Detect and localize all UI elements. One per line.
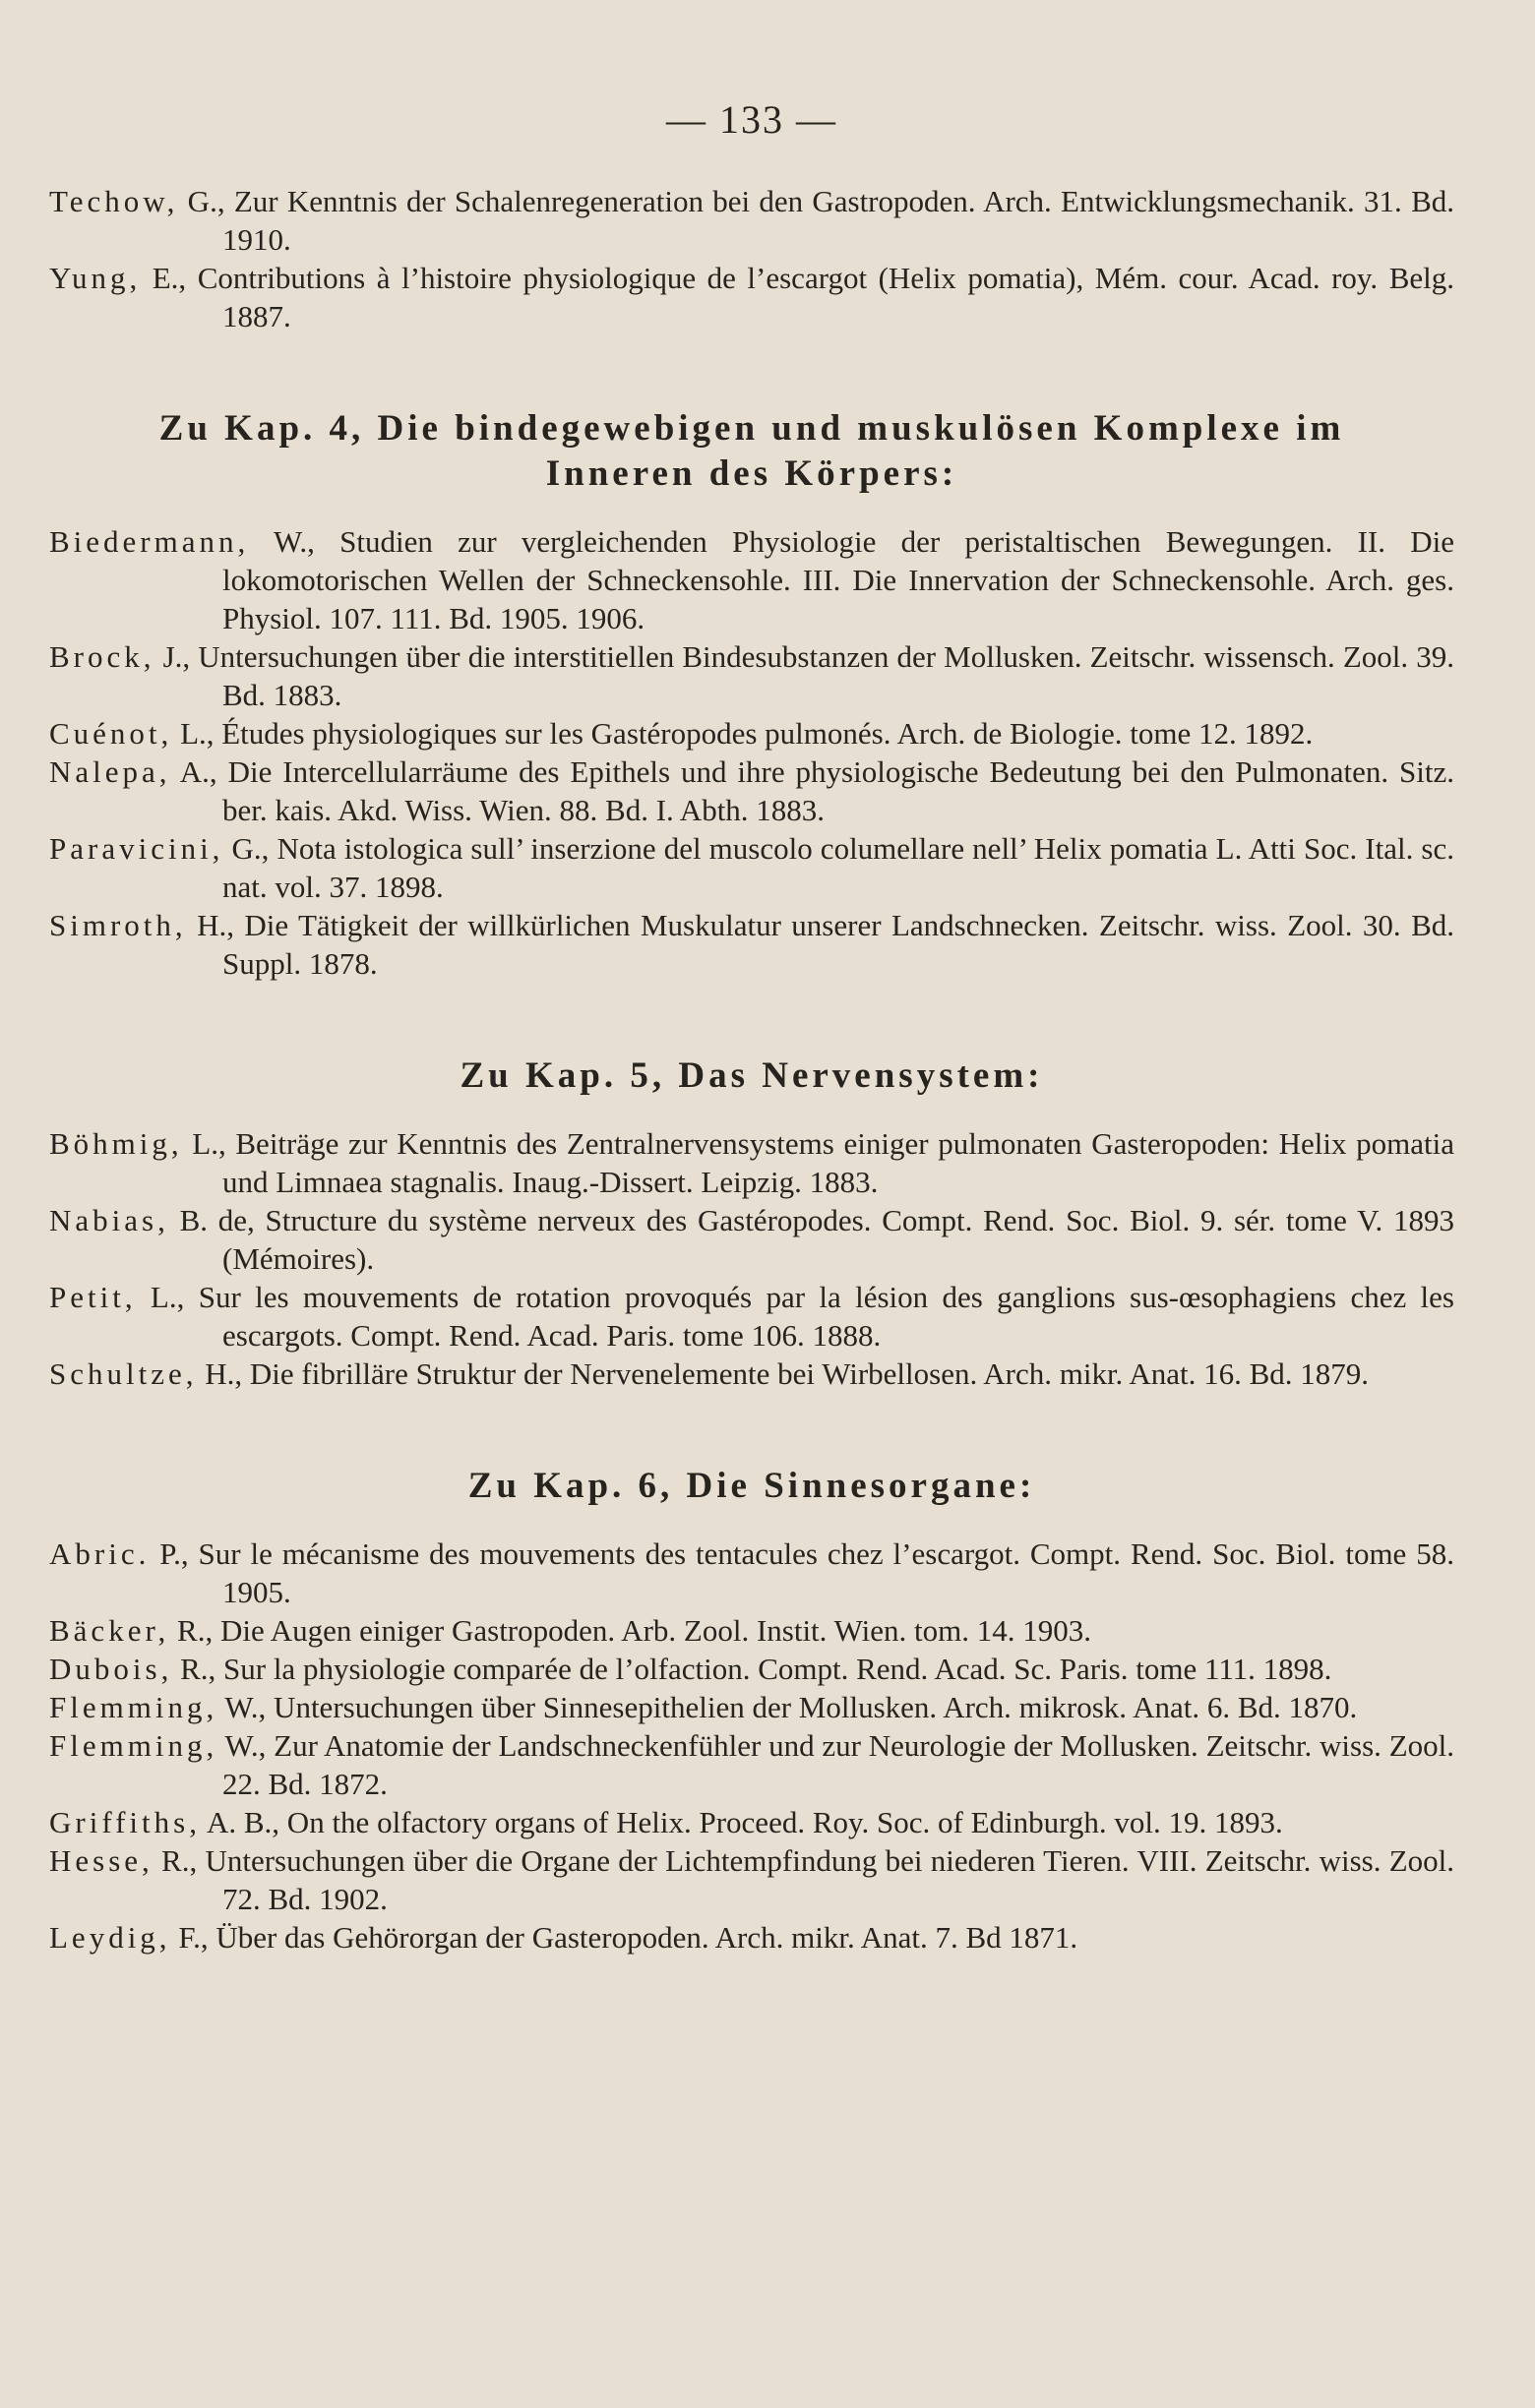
entry-author: Cuénot, [49,716,173,751]
entry-text: W., Zur Anatomie der Landschneckenfühler und zur Neurologie der Mollusken. Zeitschr. wiss. Zool. 22. Bd. 1872. [217,1728,1454,1801]
bibliography-entry [49,1611,1454,1650]
entry-text: A. B., On the olfactory organs of Helix. Proceed. Roy. Soc. of Edinburgh. vol. 19. 1893. [200,1805,1283,1839]
entry-author: Böhmig, [49,1126,183,1161]
entry-author: Yung, [49,261,142,295]
entry-text: A., Die Intercellularräume des Epithels und ihre physiologische Bedeutung bei den Pulmonaten. Sitz. ber. kais. Akd. Wiss. Wien. 88. Bd. I. Abth. 1883. [170,754,1454,827]
bibliography-entry [49,1535,1454,1611]
entry-text: L., Sur les mouvements de rotation provoqués par la lésion des ganglions sus-œsophagiens chez les escargots. Compt. Rend. Acad. Paris. tome 106. 1888. [136,1280,1454,1353]
bibliography-entry [49,829,1454,906]
entry-author: Leydig, [49,1920,171,1955]
entry-author: Dubois, [49,1652,173,1686]
entry-author: Nabias, [49,1203,169,1237]
entry-text: R., Untersuchungen über die Organe der Lichtempfindung bei niederen Tieren. VIII. Zeitschr. wiss. Zool. 72. Bd. 1902. [153,1843,1454,1916]
section-heading: Zu Kap. 6, Die Sinnesorgane: [467,1466,1036,1506]
entry-author: Petit, [49,1280,137,1314]
entry-text: R., Die Augen einiger Gastropoden. Arb. Zool. Instit. Wien. tom. 14. 1903. [169,1613,1091,1648]
entry-text: L., Études physiologiques sur les Gastéropodes pulmonés. Arch. de Biologie. tome 12. 1892. [172,716,1314,751]
entry-author: Techow, [49,184,179,218]
entry-author: Hesse, [49,1843,154,1878]
entry-text: W., Studien zur vergleichenden Physiologie der peristaltischen Bewegungen. II. Die lokomotorischen Wellen der Schneckensohle. III. Die Innervation der Schneckensohle. Arch. ges. Physiol. 107. 111. Bd. 1905. 1906. [222,524,1454,635]
entry-text: G., Zur Kenntnis der Schalenregeneration bei den Gastropoden. Arch. Entwicklungsmechanik. 31. Bd. 1910. [178,184,1454,257]
bibliography-entry [49,1841,1454,1918]
entry-text: F., Über das Gehörorgan der Gasteropoden. Arch. mikr. Anat. 7. Bd 1871. [170,1920,1078,1955]
entry-text: R., Sur la physiologie comparée de l’olfaction. Compt. Rend. Acad. Sc. Paris. tome 111. 1898. [172,1652,1332,1686]
entry-author: Biedermann, [49,524,250,559]
bibliography-entry [49,1124,1454,1201]
section-heading: Zu Kap. 5, Das Nervensystem: [460,1055,1044,1096]
entry-text: P., Sur le mécanisme des mouvements des tentacules chez l’escargot. Compt. Rend. Soc. Biol. tome 58. 1905. [150,1536,1454,1609]
entry-author: Bäcker, [49,1613,170,1648]
entry-text: L., Beiträge zur Kenntnis des Zentralnervensystems einiger pulmonaten Gasteropoden: Helix pomatia und Limnaea stagnalis. Inaug.-Dissert. Leipzig. 1883. [182,1126,1454,1199]
entry-text: W., Untersuchungen über Sinnesepithelien der Mollusken. Arch. mikrosk. Anat. 6. Bd. 1870. [217,1690,1358,1724]
section-kap-6 [49,1464,1454,1956]
page-number: — 133 — [666,97,837,142]
bibliography-entry [49,906,1454,983]
section-heading: Zu Kap. 4, Die bindegewebigen und muskulösen Komplexe im Inneren des Körpers: [158,408,1345,494]
bibliography-continued [49,182,1454,335]
entry-author: Simroth, [49,908,187,942]
bibliography-entry [49,1354,1454,1393]
entry-text: E., Contributions à l’histoire physiologique de l’escargot (Helix pomatia), Mém. cour. Acad. roy. Belg. 1887. [141,261,1454,333]
entry-text: J., Untersuchungen über die interstitiellen Bindesubstanzen der Mollusken. Zeitschr. wissensch. Zool. 39. Bd. 1883. [154,639,1454,712]
bibliography-entry [49,259,1454,335]
entry-author: Paravicini, [49,831,224,866]
bibliography-entry [49,1201,1454,1278]
bibliography-entry [49,1278,1454,1354]
entry-text: G., Nota istologica sull’ inserzione del muscolo columellare nell’ Helix pomatia L. Atti Soc. Ital. sc. nat. vol. 37. 1898. [222,831,1454,904]
entry-author: Griffiths, [49,1805,201,1839]
entry-text: H., Die fibrilläre Struktur der Nervenelemente bei Wirbellosen. Arch. mikr. Anat. 16. Bd. 1879. [197,1356,1370,1391]
bibliography-entry [49,1688,1454,1726]
entry-author: Brock, [49,639,155,674]
bibliography-entry [49,714,1454,752]
entry-author: Nalepa, [49,754,171,789]
section-kap-5 [49,1054,1454,1393]
bibliography-entry [49,1650,1454,1688]
bibliography-entry [49,1726,1454,1803]
entry-author: Flemming, [49,1690,218,1724]
entry-text: H., Die Tätigkeit der willkürlichen Muskulatur unserer Landschnecken. Zeitschr. wiss. Zool. 30. Bd. Suppl. 1878. [186,908,1454,981]
entry-author: Abric. [49,1536,151,1571]
section-kap-4 [49,406,1454,983]
bibliography-entry [49,752,1454,829]
bibliography-entry [49,637,1454,714]
bibliography-entry [49,1803,1454,1841]
entry-text: B. de, Structure du système nerveux des Gastéropodes. Compt. Rend. Soc. Biol. 9. sér. tome V. 1893 (Mémoires). [168,1203,1454,1276]
bibliography-entry [49,1918,1454,1956]
entry-author: Flemming, [49,1728,218,1763]
bibliography-entry [49,182,1454,259]
bibliography-entry [49,522,1454,637]
entry-author: Schultze, [49,1356,198,1391]
